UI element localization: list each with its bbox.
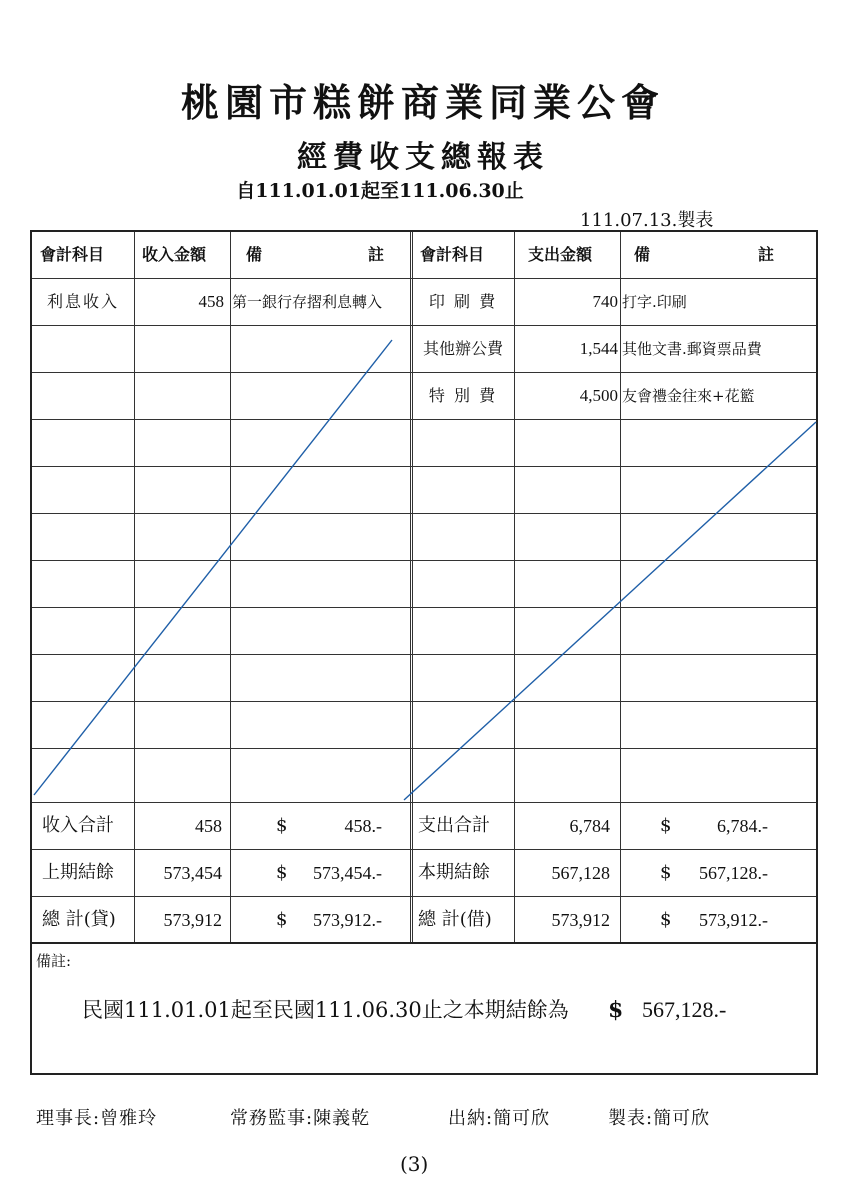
expense-note: 其他文書.郵資票品費	[622, 340, 762, 358]
org-title: 桃園市糕餅商業同業公會	[180, 80, 665, 125]
expense-total-label: 支出合計	[418, 815, 490, 836]
expense-amount: 740	[592, 292, 618, 311]
prev-balance-amount: 573,454	[163, 863, 222, 883]
prev-balance-label: 上期結餘	[42, 862, 114, 883]
header-note-left-b: 註	[368, 245, 385, 264]
remarks-label: 備註:	[36, 952, 72, 970]
remarks-dollar: $	[608, 997, 624, 1023]
dollar-sign: $	[660, 909, 672, 930]
header-expense-amount: 支出金額	[528, 245, 593, 264]
expense-total-value: 6,784.-	[717, 816, 768, 836]
dollar-sign: $	[276, 862, 288, 883]
made-date: 111.07.13.製表	[580, 210, 714, 231]
cashier-signature: 出納:簡可欣	[448, 1108, 551, 1129]
income-total-amount: 458	[195, 816, 222, 836]
remarks-amount: 567,128.-	[642, 997, 727, 1022]
header-account-left: 會計科目	[40, 245, 105, 264]
dollar-sign: $	[660, 862, 672, 883]
income-account: 利息收入	[46, 292, 119, 311]
report-period: 自111.01.01起至111.06.30止	[236, 180, 524, 202]
header-note-right-a: 備	[634, 245, 651, 264]
header-income-amount: 收入金額	[142, 245, 207, 264]
income-note: 第一銀行存摺利息轉入	[232, 293, 383, 311]
prev-balance-value: 573,454.-	[313, 863, 382, 883]
current-balance-label: 本期結餘	[418, 862, 490, 883]
header-note-right-b: 註	[758, 245, 775, 264]
current-balance-value: 567,128.-	[699, 863, 768, 883]
expense-total-amount: 6,784	[569, 816, 610, 836]
chairman-signature: 理事長:曾雅玲	[36, 1108, 158, 1129]
left-strike-line	[34, 340, 392, 795]
credit-total-amount: 573,912	[163, 910, 222, 930]
debit-total-amount: 573,912	[551, 910, 610, 930]
expense-account: 特 別 費	[428, 386, 498, 405]
debit-total-value: 573,912.-	[699, 910, 768, 930]
credit-total-label: 總 計(貸)	[42, 909, 116, 930]
supervisor-signature: 常務監事:陳義乾	[230, 1108, 371, 1129]
credit-total-value: 573,912.-	[313, 910, 382, 930]
dollar-sign: $	[660, 815, 672, 836]
report-title: 經費收支總報表	[297, 140, 549, 175]
header-account-right: 會計科目	[420, 245, 485, 264]
expense-amount: 1,544	[579, 339, 618, 358]
expense-account: 其他辦公費	[422, 339, 503, 358]
current-balance-amount: 567,128	[551, 863, 610, 883]
dollar-sign: $	[276, 815, 288, 836]
expense-amount: 4,500	[579, 386, 618, 405]
remarks-text: 民國111.01.01起至民國111.06.30止之本期結餘為	[82, 998, 569, 1022]
page-number: (3)	[400, 1152, 429, 1176]
right-strike-line	[404, 422, 816, 800]
dollar-sign: $	[276, 909, 288, 930]
income-amount: 458	[198, 292, 224, 311]
header-note-left-a: 備	[246, 245, 263, 264]
expense-note: 友會禮金往來+花籃	[622, 387, 755, 405]
expense-account: 印 刷 費	[428, 292, 498, 311]
preparer-signature: 製表:簡可欣	[608, 1108, 711, 1129]
debit-total-label: 總 計(借)	[418, 909, 492, 930]
income-total-label: 收入合計	[42, 815, 114, 836]
expense-note: 打字.印刷	[622, 293, 687, 311]
income-total-value: 458.-	[344, 816, 382, 836]
